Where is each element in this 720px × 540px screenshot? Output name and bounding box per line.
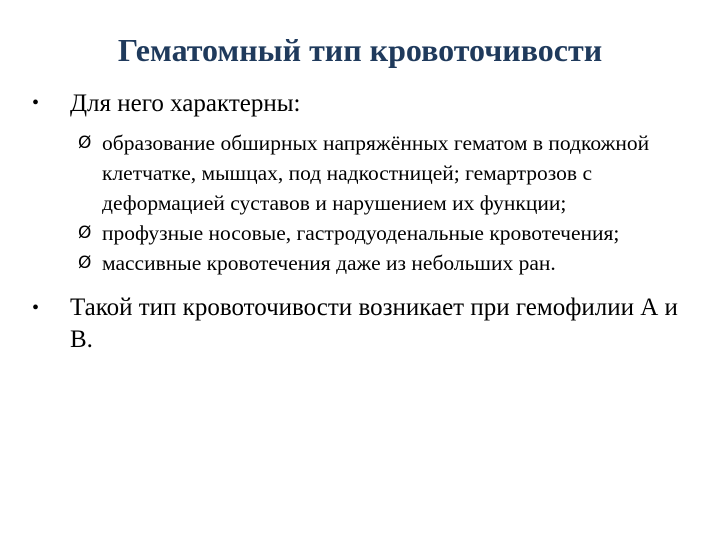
bullet-dot-icon: • [32, 297, 40, 319]
arrow-bullet-icon: Ø [78, 253, 92, 273]
arrow-bullet-icon: Ø [78, 133, 92, 153]
sublist-item-text: образование обширных напряжённых гематом в подкожной клетчатке, мышцах, под надкостницей; гемартрозов с деформацией суставов и нарушением их функции; [102, 131, 650, 215]
bullet-item-characteristics [32, 88, 692, 119]
bullet-text: Такой тип кровоточивости возникает при гемофилии А и В. [70, 294, 678, 353]
characteristics-sublist [78, 128, 692, 278]
sublist-item-massive-bleeding [78, 248, 692, 278]
bullet-text: Для него характерны: [70, 90, 301, 117]
sublist-item-text: профузные носовые, гастродуоденальные кровотечения; [102, 221, 620, 245]
sublist-item-text: массивные кровотечения даже из небольших ран. [102, 251, 556, 275]
slide-title: Гематомный тип кровоточивости [117, 32, 603, 68]
slide-content [32, 88, 692, 356]
sublist-item-hematomas [78, 128, 692, 218]
bullet-item-hemophilia [32, 292, 692, 356]
arrow-bullet-icon: Ø [78, 223, 92, 243]
sublist-item-bleeding [78, 218, 692, 248]
bullet-dot-icon: • [32, 92, 40, 114]
